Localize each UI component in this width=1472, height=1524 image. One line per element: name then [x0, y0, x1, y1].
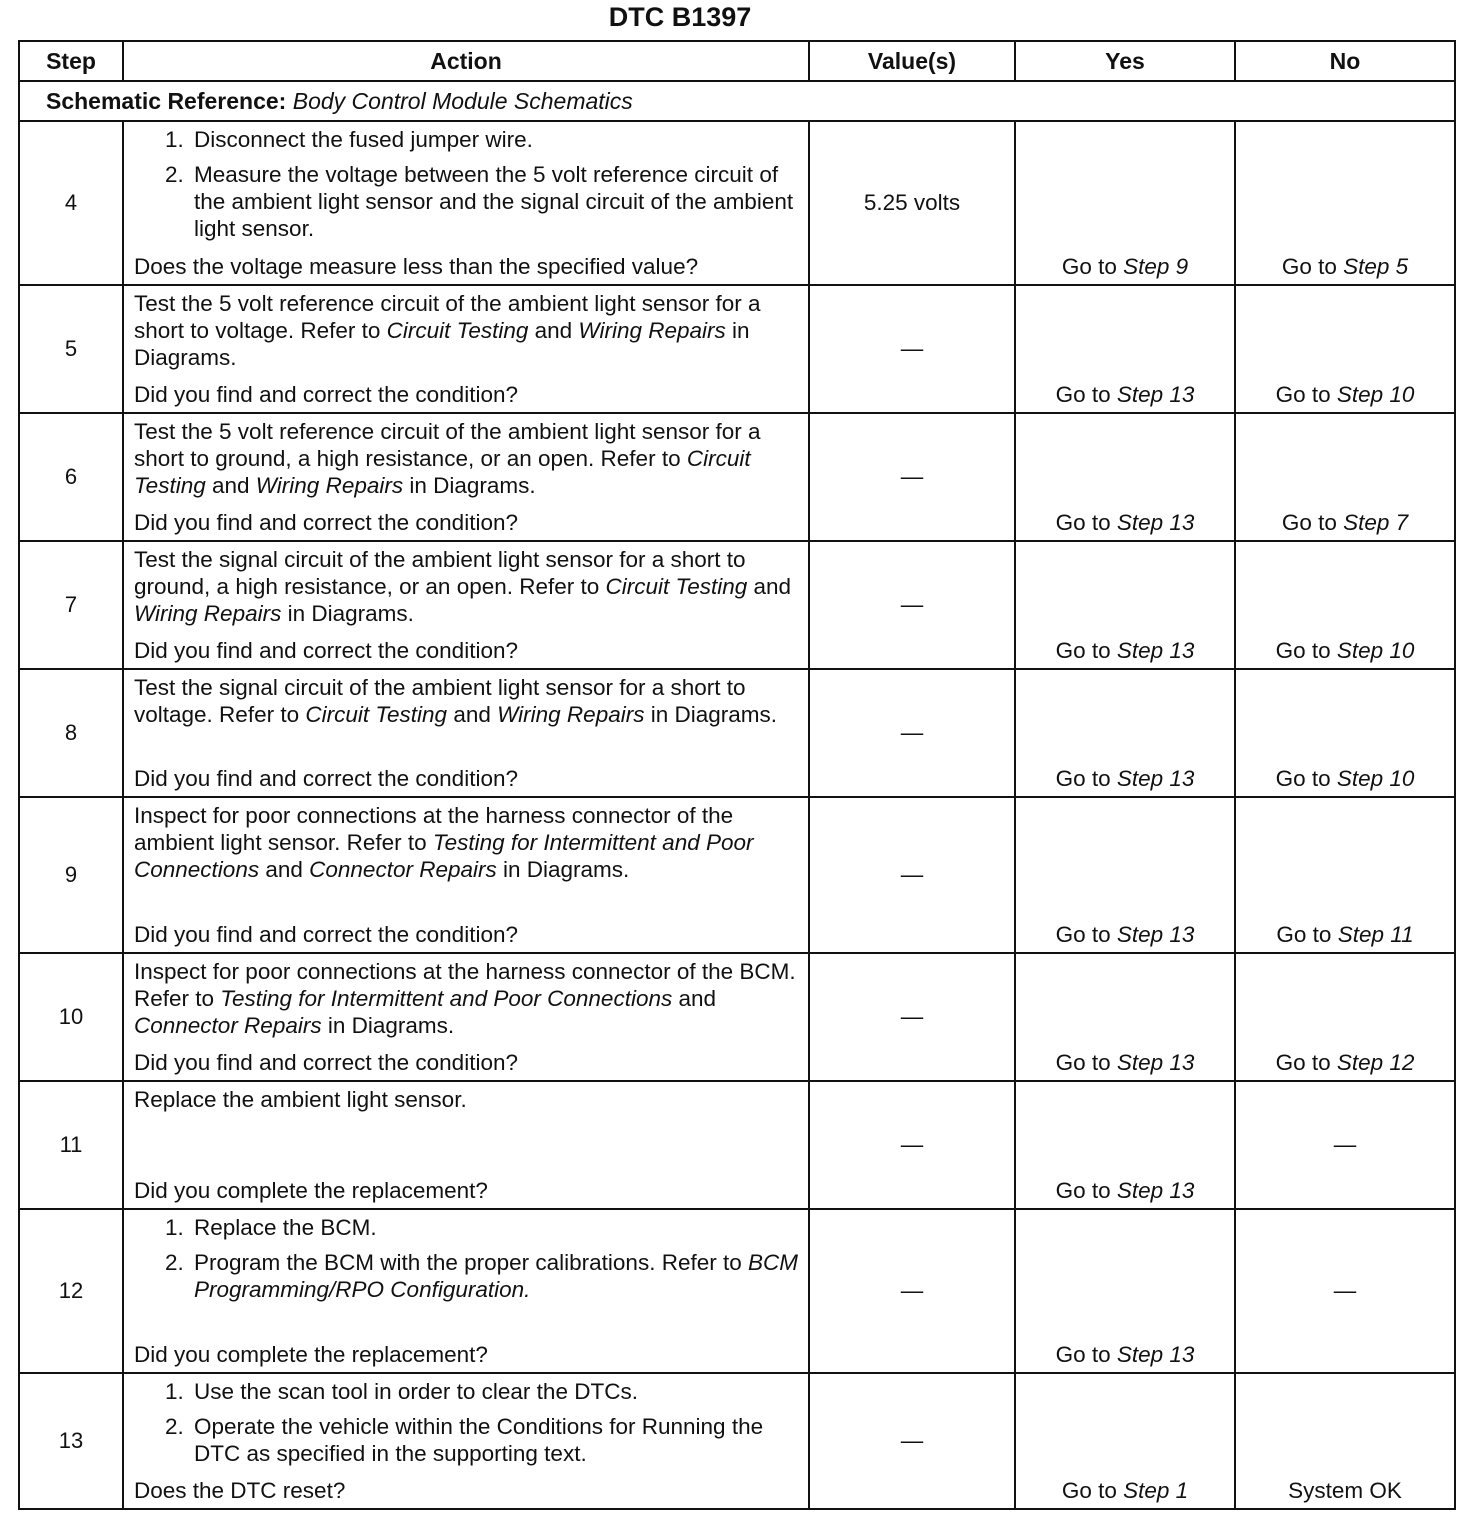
step-number: 5 — [19, 285, 123, 413]
no-cell — [1235, 1081, 1455, 1209]
action-content — [134, 674, 800, 792]
yes-cell — [1015, 1373, 1235, 1509]
action-cell — [123, 953, 809, 1081]
value-cell: — — [809, 285, 1015, 413]
table-row — [19, 413, 1455, 541]
yes-prefix: Go to — [1055, 1050, 1117, 1075]
yes-cell — [1015, 797, 1235, 953]
action-instructions — [134, 674, 800, 728]
yes-step-link[interactable]: Step 1 — [1123, 1478, 1189, 1503]
value-cell: — — [809, 541, 1015, 669]
no-cell — [1235, 669, 1455, 797]
no-cell — [1235, 285, 1455, 413]
action-list — [134, 1214, 800, 1303]
yes-prefix: Go to — [1055, 1342, 1117, 1367]
yes-prefix: Go to — [1055, 922, 1117, 947]
value-cell: — — [809, 413, 1015, 541]
reference-link[interactable]: BCM Programming/RPO Configuration. — [194, 1250, 798, 1302]
value-cell: — — [809, 1373, 1015, 1509]
action-cell — [123, 285, 809, 413]
action-text: and — [447, 702, 498, 727]
action-text: Use the scan tool in order to clear the DTCs. — [194, 1379, 638, 1404]
step-number: 12 — [19, 1209, 123, 1373]
value-cell: — — [809, 669, 1015, 797]
no-step-link[interactable]: Step 7 — [1343, 510, 1409, 535]
reference-link[interactable]: Wiring Repairs — [497, 702, 645, 727]
action-cell — [123, 541, 809, 669]
action-cell — [123, 1209, 809, 1373]
action-list-item — [190, 1249, 800, 1303]
action-text: in Diagrams. — [403, 473, 536, 498]
reference-link[interactable]: Circuit Testing — [305, 702, 448, 727]
reference-link[interactable]: Connector Repairs — [309, 857, 497, 882]
action-list-item — [190, 161, 800, 242]
action-content — [134, 1086, 800, 1204]
action-content — [134, 802, 800, 948]
action-cell — [123, 1373, 809, 1509]
action-content — [134, 418, 800, 536]
action-list-item — [190, 1378, 800, 1405]
schematic-label: Schematic Reference: — [46, 87, 287, 114]
action-cell — [123, 121, 809, 285]
action-cell — [123, 669, 809, 797]
no-prefix: Go to — [1275, 766, 1337, 791]
col-header-action: Action — [123, 41, 809, 81]
no-cell — [1235, 797, 1455, 953]
action-content — [134, 290, 800, 408]
table-row — [19, 285, 1455, 413]
action-text: Replace the BCM. — [194, 1215, 377, 1240]
no-result: — — [1333, 1132, 1357, 1157]
no-step-link[interactable]: Step 12 — [1336, 1050, 1415, 1075]
action-content — [134, 546, 800, 664]
reference-link[interactable]: Circuit Testing — [605, 574, 748, 599]
action-list-item — [190, 1214, 800, 1241]
action-instructions — [134, 958, 800, 1039]
no-prefix: Go to — [1281, 510, 1344, 535]
action-instructions — [134, 546, 800, 627]
step-number: 11 — [19, 1081, 123, 1209]
yes-step-link[interactable]: Step 13 — [1116, 1050, 1195, 1075]
yes-prefix: Go to — [1055, 766, 1117, 791]
schematic-reference — [19, 81, 1455, 121]
action-question: Did you find and correct the condition? — [134, 382, 518, 407]
action-instructions — [134, 1086, 800, 1113]
no-prefix: Go to — [1275, 1050, 1337, 1075]
value-cell: — — [809, 1081, 1015, 1209]
action-question: Did you complete the replacement? — [134, 1178, 488, 1203]
table-row — [19, 1373, 1455, 1509]
reference-link[interactable]: Wiring Repairs — [255, 473, 404, 498]
action-instructions — [134, 126, 800, 244]
action-question: Did you complete the replacement? — [134, 1342, 488, 1367]
action-question: Did you find and correct the condition? — [134, 510, 518, 535]
action-content — [134, 958, 800, 1076]
action-text: in Diagrams. — [321, 1013, 455, 1038]
action-instructions — [134, 1378, 800, 1469]
no-prefix: Go to — [1281, 254, 1344, 279]
table-row — [19, 797, 1455, 953]
step-number: 7 — [19, 541, 123, 669]
no-prefix: Go to — [1276, 922, 1338, 947]
diagnostic-table — [18, 40, 1456, 1510]
action-text: and — [259, 857, 310, 882]
action-text: and — [528, 318, 579, 343]
step-number: 6 — [19, 413, 123, 541]
yes-step-link[interactable]: Step 13 — [1116, 510, 1195, 535]
no-cell — [1235, 541, 1455, 669]
action-list — [134, 126, 800, 242]
reference-link[interactable]: Wiring Repairs — [134, 601, 282, 626]
action-cell — [123, 413, 809, 541]
col-header-step: Step — [19, 41, 123, 81]
action-text: and — [205, 473, 256, 498]
yes-prefix: Go to — [1055, 1178, 1117, 1203]
reference-link[interactable]: Circuit Testing — [386, 318, 529, 343]
action-text: Replace the ambient light sensor. — [134, 1087, 467, 1112]
no-cell — [1235, 1209, 1455, 1373]
no-result: — — [1333, 1278, 1357, 1303]
header-row — [19, 41, 1455, 81]
step-number: 10 — [19, 953, 123, 1081]
action-text: and — [672, 986, 717, 1011]
yes-step-link[interactable]: Step 13 — [1116, 766, 1195, 791]
action-instructions — [134, 1214, 800, 1305]
yes-step-link[interactable]: Step 13 — [1116, 1342, 1195, 1367]
value-cell: 5.25 volts — [809, 121, 1015, 285]
step-number: 8 — [19, 669, 123, 797]
no-step-link[interactable]: Step 10 — [1336, 638, 1415, 663]
no-cell — [1235, 413, 1455, 541]
table-row — [19, 121, 1455, 285]
yes-step-link[interactable]: Step 9 — [1123, 254, 1189, 279]
action-text: in Diagrams. — [281, 601, 414, 626]
table-row — [19, 669, 1455, 797]
no-step-link[interactable]: Step 10 — [1336, 382, 1415, 407]
no-cell — [1235, 1373, 1455, 1509]
action-text: in Diagrams. — [644, 702, 778, 727]
action-question: Did you find and correct the condition? — [134, 766, 518, 791]
yes-cell — [1015, 1209, 1235, 1373]
yes-prefix: Go to — [1061, 254, 1124, 279]
page-title: DTC B1397 — [608, 2, 752, 32]
yes-step-link[interactable]: Step 13 — [1116, 638, 1195, 663]
action-text: Test the signal circuit of the ambient light sensor for a short to voltage. Refer to — [134, 675, 746, 727]
action-text: Program the BCM with the proper calibrations. Refer to — [194, 1250, 748, 1275]
action-question: Did you find and correct the condition? — [134, 1050, 518, 1075]
action-question: Did you find and correct the condition? — [134, 638, 518, 663]
action-text: in Diagrams. — [134, 318, 750, 370]
yes-cell — [1015, 413, 1235, 541]
yes-cell — [1015, 121, 1235, 285]
step-number: 13 — [19, 1373, 123, 1509]
value-cell: — — [809, 797, 1015, 953]
action-question: Did you find and correct the condition? — [134, 922, 518, 947]
reference-link[interactable]: Testing for Intermittent and Poor Connections — [134, 830, 754, 882]
table-row — [19, 1081, 1455, 1209]
action-text: Disconnect the fused jumper wire. — [194, 127, 533, 152]
action-list-item — [190, 126, 800, 153]
action-text: Test the 5 volt reference circuit of the ambient light sensor for a short to ground, a high resistance, or an open. Refer to — [134, 419, 761, 471]
no-prefix: Go to — [1275, 382, 1337, 407]
yes-cell — [1015, 669, 1235, 797]
schematic-reference-row — [19, 81, 1455, 121]
action-content — [134, 126, 800, 280]
action-content — [134, 1378, 800, 1504]
reference-link[interactable]: Wiring Repairs — [578, 318, 726, 343]
yes-step-link[interactable]: Step 13 — [1116, 1178, 1195, 1203]
action-text: Test the signal circuit of the ambient light sensor for a short to ground, a high resistance, or an open. Refer to — [134, 547, 746, 599]
no-result: System OK — [1288, 1478, 1402, 1503]
col-header-values: Value(s) — [809, 41, 1015, 81]
table-row — [19, 541, 1455, 669]
yes-prefix: Go to — [1061, 1478, 1124, 1503]
action-text: Test the 5 volt reference circuit of the ambient light sensor for a short to voltage. Refer to — [134, 291, 761, 343]
action-content — [134, 1214, 800, 1368]
action-text: Operate the vehicle within the Conditions for Running the DTC as specified in the supporting text. — [194, 1414, 764, 1466]
no-step-link[interactable]: Step 11 — [1337, 922, 1414, 947]
action-text: and — [747, 574, 792, 599]
table-row — [19, 953, 1455, 1081]
col-header-no: No — [1235, 41, 1455, 81]
action-question: Does the voltage measure less than the specified value? — [134, 254, 699, 279]
yes-prefix: Go to — [1055, 638, 1117, 663]
value-cell: — — [809, 1209, 1015, 1373]
schematic-link[interactable]: Body Control Module Schematics — [292, 87, 633, 114]
no-cell — [1235, 953, 1455, 1081]
col-header-yes: Yes — [1015, 41, 1235, 81]
action-instructions — [134, 802, 800, 883]
yes-prefix: Go to — [1055, 510, 1117, 535]
value-cell: — — [809, 953, 1015, 1081]
yes-cell — [1015, 285, 1235, 413]
action-instructions — [134, 290, 800, 371]
action-cell — [123, 1081, 809, 1209]
action-list — [134, 1378, 800, 1467]
reference-link[interactable]: Testing for Intermittent and Poor Connections — [220, 986, 673, 1011]
no-step-link[interactable]: Step 10 — [1336, 766, 1415, 791]
action-text: Inspect for poor connections at the harness connector of the BCM. Refer to — [134, 959, 796, 1011]
action-instructions — [134, 418, 800, 499]
yes-cell — [1015, 541, 1235, 669]
step-number: 4 — [19, 121, 123, 285]
action-text: Inspect for poor connections at the harness connector of the ambient light sensor. Refer to — [134, 803, 734, 855]
reference-link[interactable]: Circuit Testing — [134, 446, 751, 498]
yes-cell — [1015, 953, 1235, 1081]
yes-prefix: Go to — [1055, 382, 1117, 407]
action-question: Does the DTC reset? — [134, 1478, 346, 1503]
no-step-link[interactable]: Step 5 — [1343, 254, 1409, 279]
yes-step-link[interactable]: Step 13 — [1116, 922, 1195, 947]
action-text: Measure the voltage between the 5 volt reference circuit of the ambient light sensor and the signal circuit of the ambient light sensor. — [194, 162, 794, 241]
yes-step-link[interactable]: Step 13 — [1116, 382, 1195, 407]
reference-link[interactable]: Connector Repairs — [134, 1013, 322, 1038]
no-prefix: Go to — [1275, 638, 1337, 663]
action-cell — [123, 797, 809, 953]
action-text: in Diagrams. — [496, 857, 630, 882]
step-number: 9 — [19, 797, 123, 953]
table-row — [19, 1209, 1455, 1373]
yes-cell — [1015, 1081, 1235, 1209]
action-list-item — [190, 1413, 800, 1467]
no-cell — [1235, 121, 1455, 285]
